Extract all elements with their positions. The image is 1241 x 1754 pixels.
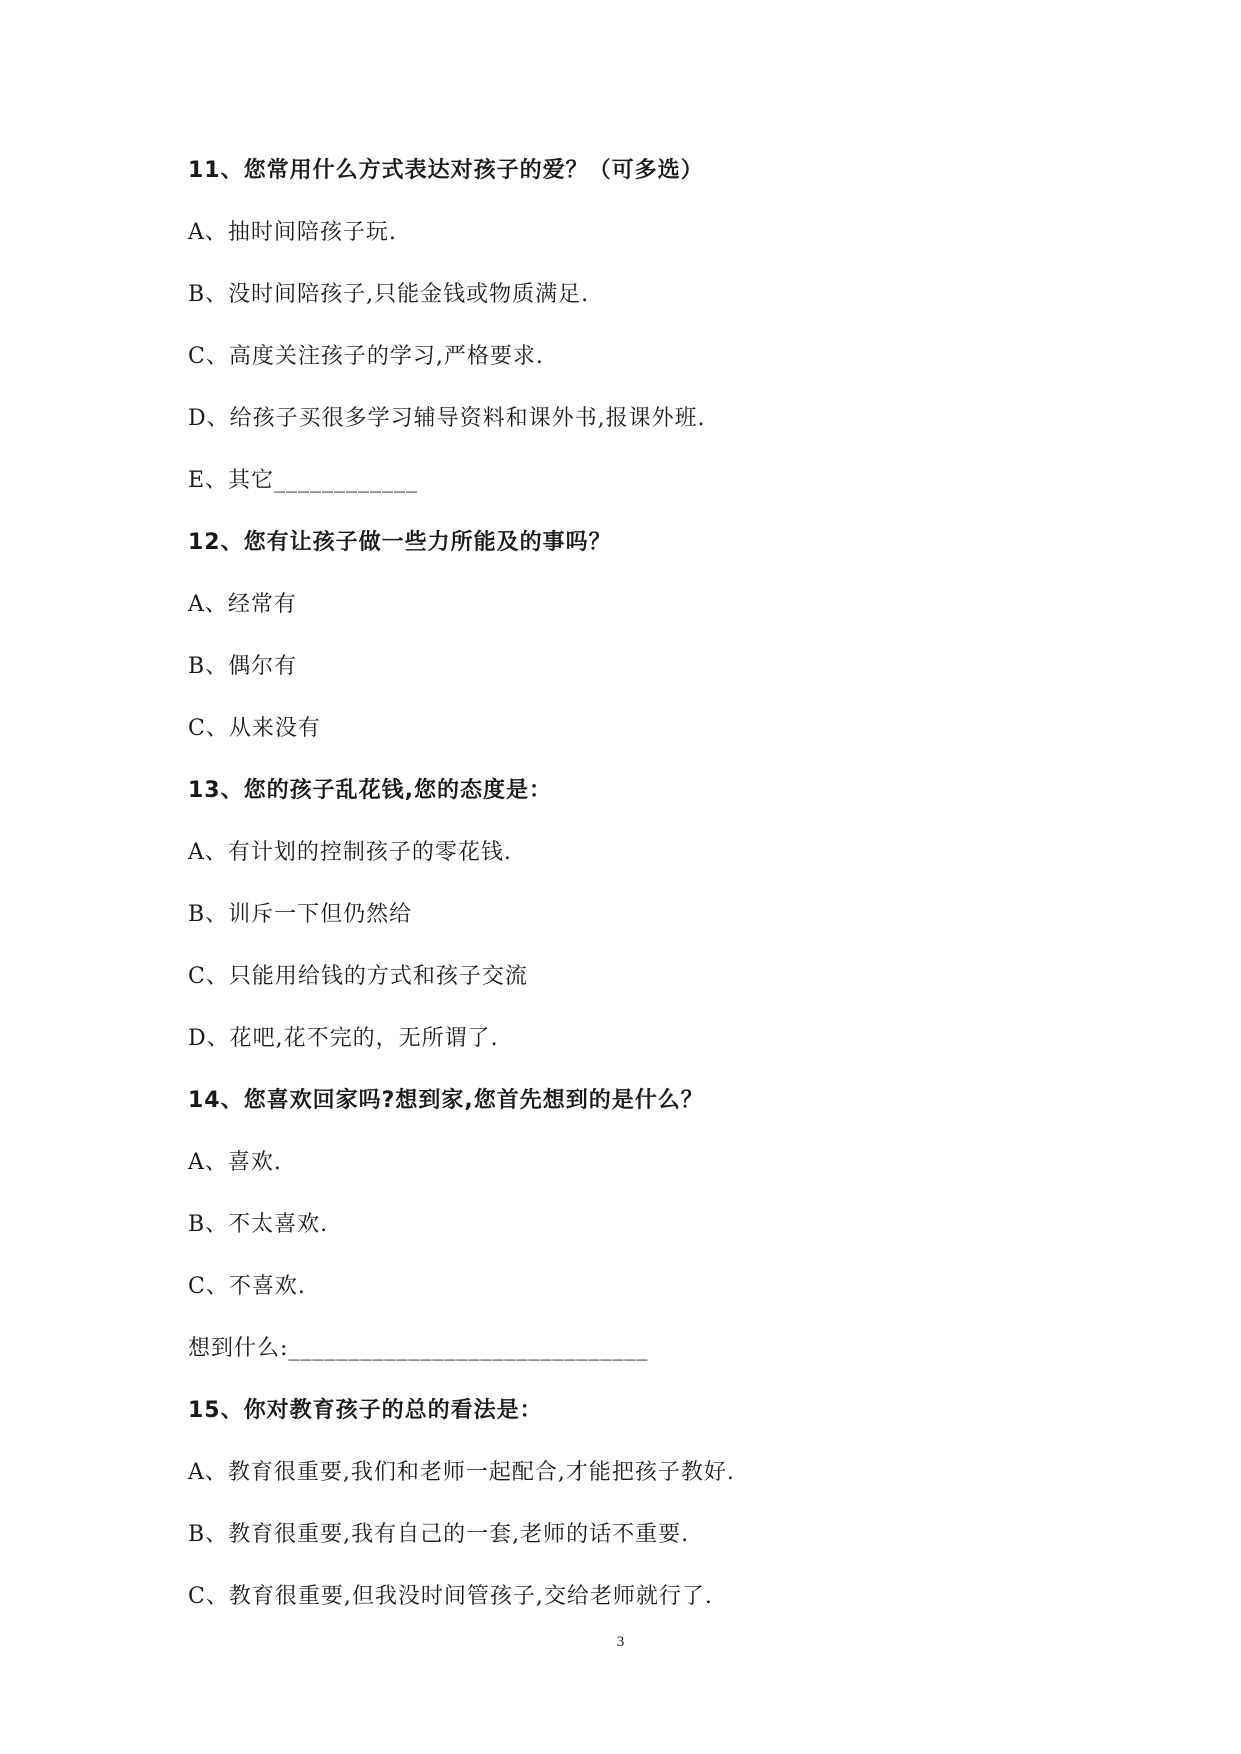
question-11: 11、您常用什么方式表达对孩子的爱？（可多选）: [188, 158, 704, 183]
question-12: 12、您有让孩子做一些力所能及的事吗？: [188, 530, 612, 555]
question-14-fill-in: 想到什么:______________________________: [188, 1336, 649, 1361]
question-11-option-d: D、给孩子买很多学习辅导资料和课外书,报课外班.: [188, 406, 706, 431]
question-12-option-c: C、从来没有: [188, 716, 321, 741]
question-14-option-a: A、喜欢.: [188, 1150, 282, 1175]
questionnaire-content: [188, 140, 1068, 1628]
question-14-option-b: B、不太喜欢.: [188, 1212, 329, 1237]
question-13-option-a: A、有计划的控制孩子的零花钱.: [188, 840, 512, 865]
question-15-option-c: C、教育很重要,但我没时间管孩子,交给老师就行了.: [188, 1584, 713, 1609]
page-number: 3: [616, 1634, 625, 1650]
question-14-option-c: C、不喜欢.: [188, 1274, 306, 1299]
question-15-option-a: A、教育很重要,我们和老师一起配合,才能把孩子教好.: [188, 1460, 735, 1485]
question-14: 14、您喜欢回家吗?想到家,您首先想到的是什么？: [188, 1088, 704, 1113]
question-15-option-b: B、教育很重要,我有自己的一套,老师的话不重要.: [188, 1522, 690, 1547]
question-12-option-a: A、经常有: [188, 592, 297, 617]
question-11-option-e: E、其它____________: [188, 468, 419, 493]
question-13-option-d: D、花吧,花不完的，无所谓了.: [188, 1026, 499, 1051]
question-12-option-b: B、偶尔有: [188, 654, 298, 679]
question-13: 13、您的孩子乱花钱,您的态度是：: [188, 778, 552, 803]
question-11-option-b: B、没时间陪孩子,只能金钱或物质满足.: [188, 282, 590, 307]
question-15: 15、你对教育孩子的总的看法是：: [188, 1398, 543, 1423]
question-13-option-c: C、只能用给钱的方式和孩子交流: [188, 964, 528, 989]
question-11-option-c: C、高度关注孩子的学习,严格要求.: [188, 344, 544, 369]
question-11-option-a: A、抽时间陪孩子玩.: [188, 220, 397, 245]
question-13-option-b: B、训斥一下但仍然给: [188, 902, 413, 927]
